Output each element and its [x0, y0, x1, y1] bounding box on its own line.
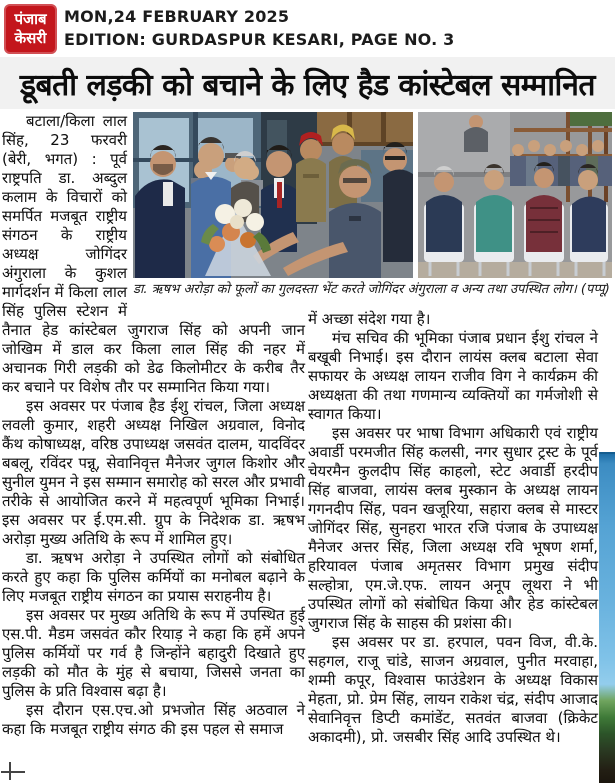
photo-spacer	[127, 112, 305, 308]
photo-caption: डा. ऋषभ अरोड़ा को फूलों का गुलदस्ता भेंट करते जोगिंदर अंगुराला व अन्य तथा उपस्थित लोग। (पप्पू)	[133, 282, 610, 297]
paragraph: इस दौरान एस.एच.ओ प्रभजोत सिंह अठवाल ने कहा कि मजबूत राष्ट्रीय संगठ की इस पहल से समाज	[2, 701, 305, 738]
paragraph: इस अवसर पर पंजाब हैड ईशु रांचल, जिला अध्यक्ष लवली कुमार, शहरी अध्यक्ष निखिल अग्रवाल, विनोद कैंथ कोषाध्यक्ष, वरिष्ठ उपाध्यक्ष जसवंत दालम, यादविंदर बबलू, रविंदर पन्नू, सेवानिवृत्त मैनेजर जुगल किशोर और सुनील युमन ने इस सम्मान समारोह को सरल और प्रभावी तरीके से आयोजित करने में महत्वपूर्ण भूमिका निभाई। इस अवसर पर ई.एम.सी. ग्रुप के निदेशक डा. ऋषभ अरोड़ा मुख्य अतिथि के रूप में शामिल हुए।	[2, 397, 305, 548]
issue-date: MON,24 FEBRUARY 2025	[64, 7, 290, 26]
paragraph: मंच सचिव की भूमिका पंजाब प्रधान ईशु रांचल ने बखूबी निभाई। इस दौरान लायंस क्लब बटाला सेवा सफायर के अध्यक्ष लायन राजीव विग ने कार्यक्रम की अध्यक्षता की तथा गणमान्य व्यक्तियों का गर्मजोशी से स्वागत किया।	[308, 329, 598, 423]
crop-mark-icon	[1, 762, 25, 780]
paragraph: डा. ऋषभ अरोड़ा ने उपस्थित लोगों को संबोधित करते हुए कहा कि पुलिस कर्मियों का मनोबल बढ़ाने के लिए मजबूत राष्ट्रीय संगठन का प्रयास सराहनीय है।	[2, 549, 305, 605]
logo-line1: पंजाब	[14, 10, 47, 29]
paragraph: में अच्छा संदेश गया है।	[308, 310, 431, 328]
article-headline: डूबती लड़की को बचाने के लिए हैड कांस्टेबल सम्मानित	[20, 67, 595, 103]
paragraph: इस अवसर पर भाषा विभाग अधिकारी एवं राष्ट्रीय अवार्डी परमजीत सिंह कलसी, नगर सुधार ट्रस्ट के पूर्व चेयरमैन कुलदीप सिंह काहलो, स्टेट अवार्डी हरदीप सिंह बाजवा, लायंस क्लब मुस्कान के अध्यक्ष लायन गगनदीप सिंह, पवन खजूरिया, सहारा क्लब से मास्टर जोगिंदर सिंह, सुनहरा भारत रजि पंजाब के उपाध्यक्ष मैनेजर अत्तर सिंह, जिला अध्यक्ष रवि भूषण शर्मा, हरियावल पंजाब अमृतसर विभाग प्रमुख संदीप सल्होत्रा, एम.जे.एफ. लायन अनूप लूथरा ने भी उपस्थित लोगों को संबोधित किया और हेड कांस्टेबल जुगराज सिंह के साहस की प्रशंसा की।	[308, 424, 598, 632]
edition-info: EDITION: GURDASPUR KESARI, PAGE NO. 3	[64, 30, 455, 49]
headline-band	[0, 57, 615, 109]
article-column-right	[308, 310, 598, 747]
paragraph: बटाला/किला लाल सिंह, 23 फरवरी (बेरी, भगत) : पूर्व राष्ट्रपति डा. अब्दुल कलाम के विचारों को समर्पित मजबूत राष्ट्रीय संगठन के राष्ट्रीय अध्यक्ष जोगिंदर अंगुराला के कुशल मार्गदर्शन में किला लाल सिंह पुलिस स्टेशन में तैनात हेड कांस्टेबल जुगराज सिंह को अपनी जान जोखिम में डाल कर किला लाल सिंह की नहर में अचानक गिरी लड़की को डेढ किलोमीटर के करीब तैर कर बचाने पर विशेष तौर पर सम्मानित किया गया।	[2, 112, 305, 396]
audience-photo	[418, 112, 612, 278]
adjacent-photo-strip	[599, 452, 615, 783]
logo-line2: केसरी	[14, 29, 47, 47]
paragraph: इस अवसर पर डा. हरपाल, पवन विज, वी.के. सहगल, राजू चांडे, साजन अग्रवाल, पुनीत मरवाहा, शम्मी कपूर, विश्वास फाउंडेशन के अध्यक्ष विकास मेहता, प्रो. प्रेम सिंह, लायन राकेश चंद्र, संदीप आजाद सेवानिवृत्त डिप्टी कमांडेंट, सतवंत बाजवा (क्रिकेट अकादमी), प्रो. जसबीर सिंह आदि उपस्थित थे।	[308, 633, 598, 746]
masthead	[0, 0, 615, 57]
paragraph: इस अवसर पर मुख्य अतिथि के रूप में उपस्थित हुई एस.पी. मैडम जसवंत कौर रियाड़ ने कहा कि हमें अपने पुलिस कर्मियों पर गर्व है जिन्होंने बहादुरी दिखाते हुए लड़की को मौत के मुंह से बचाया, जिससे जनता का पुलिस के प्रति विश्वास बढ़ा है।	[2, 606, 305, 700]
punjab-kesari-logo	[4, 4, 57, 54]
article-column-left	[2, 112, 305, 739]
